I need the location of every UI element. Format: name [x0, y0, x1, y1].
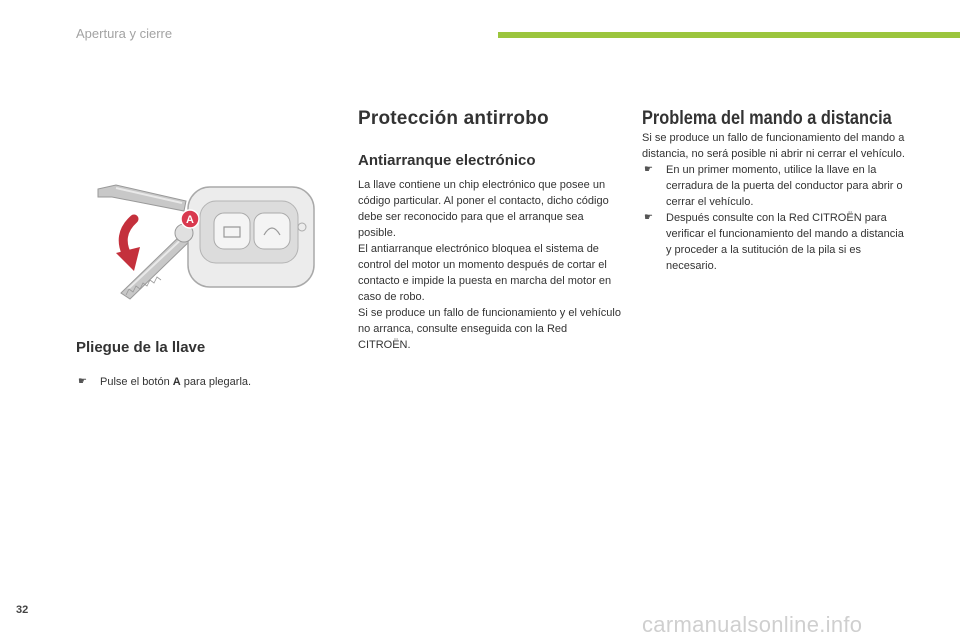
immobilizer-paragraph-1: La llave contiene un chip electrónico que posee un código particular. Al poner el contacto, dicho código debe ser reconocido para que el arranque sea posible.	[358, 179, 609, 239]
remote-problem-heading: Problema del mando a distancia	[642, 108, 892, 129]
watermark: carmanualsonline.info	[642, 612, 863, 637]
pointer-bullet-icon: ☛	[78, 376, 87, 387]
button-letter: A	[172, 376, 181, 388]
list-item	[642, 210, 906, 274]
remote-problem-steps	[642, 162, 906, 274]
header-accent-bar	[498, 32, 960, 38]
antitheft-section	[358, 108, 622, 353]
bullet-text-before: Pulse el botón	[100, 376, 170, 388]
immobilizer-paragraph-2: El antiarranque electrónico bloquea el sistema de control del motor un momento después de cortar el contacto e impide la puesta en marcha del motor en caso de robo.	[358, 243, 612, 303]
immobilizer-subheading: Antiarranque electrónico	[358, 152, 536, 169]
list-item	[76, 374, 316, 390]
immobilizer-paragraph-3: Si se produce un fallo de funcionamiento y el vehículo no arranca, consulte enseguida con la Red CITROËN.	[358, 307, 621, 351]
list-item	[642, 162, 906, 210]
pointer-bullet-icon: ☛	[644, 164, 653, 175]
key-fob-body	[188, 187, 314, 287]
pointer-bullet-icon: ☛	[644, 212, 653, 223]
antitheft-heading: Protección antirrobo	[358, 108, 549, 129]
section-title: Apertura y cierre	[76, 26, 173, 41]
key-fold-illustration	[76, 175, 326, 305]
key-fold-heading: Pliegue de la llave	[76, 339, 206, 356]
page-number: 32	[16, 604, 29, 616]
callout-a-label: A	[186, 214, 194, 226]
remote-problem-intro: Si se produce un fallo de funcionamiento del mando a distancia, no será posible ni abrir ni cerrar el vehículo.	[642, 132, 905, 160]
bullet-text-after: para plegarla.	[183, 376, 252, 388]
remote-problem-section	[642, 108, 906, 274]
callout-a-badge	[181, 210, 199, 228]
fold-direction-arrow-icon	[116, 219, 140, 271]
key-blade-folded	[98, 185, 186, 211]
step-text: En un primer momento, utilice la llave en la cerradura de la puerta del conductor para abrir o cerrar el vehículo.	[666, 164, 903, 208]
step-text: Después consulte con la Red CITROËN para verificar el funcionamiento del mando a distancia y proceder a la sutitución de la pila si es necesario.	[666, 212, 904, 272]
key-fold-instructions	[76, 374, 316, 390]
